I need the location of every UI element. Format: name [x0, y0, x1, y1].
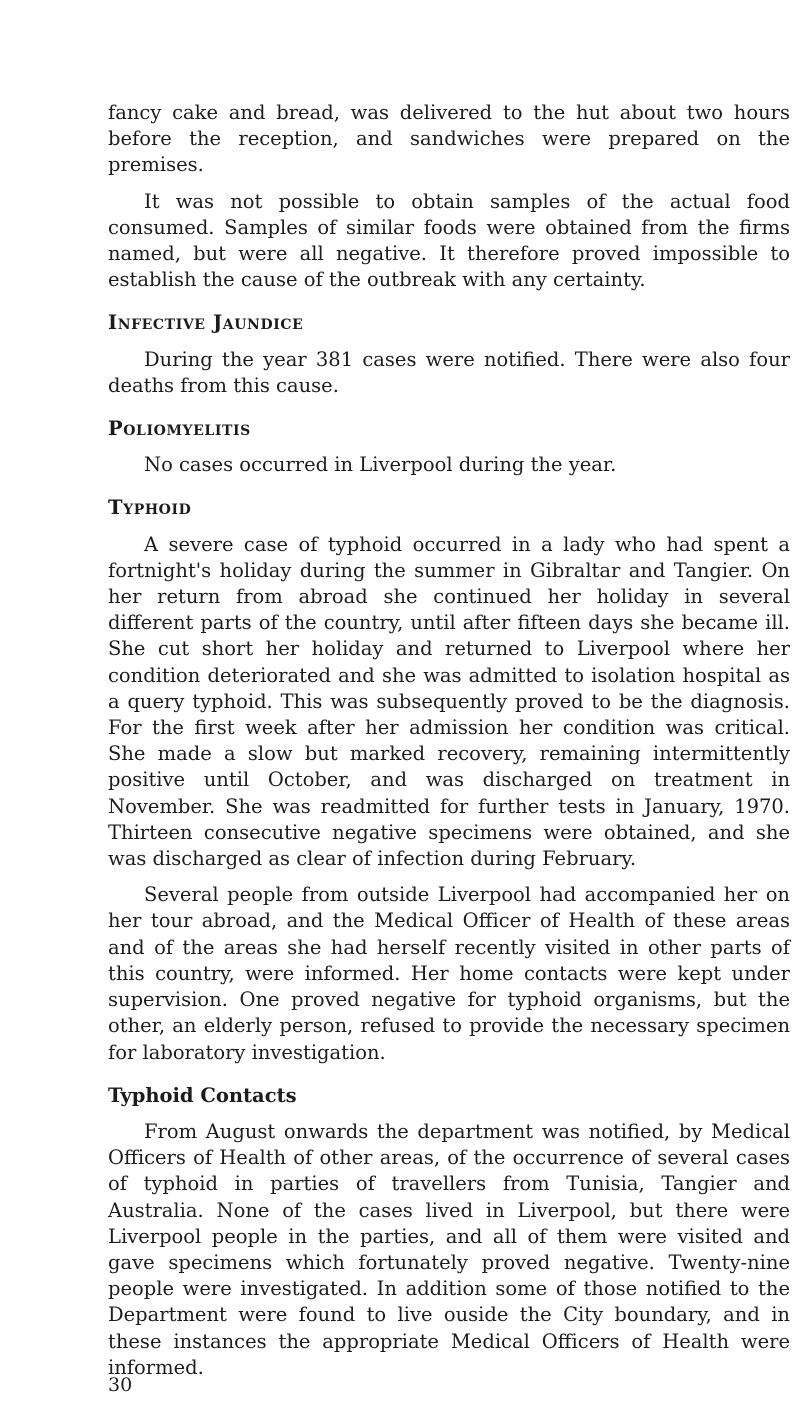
- section-heading-poliomyelitis: Poliomyelitis: [108, 417, 251, 441]
- typhoid-paragraph-1: A severe case of typhoid occurred in a lady who had spent a fortnight's holiday during the summer in Gibraltar and Tangier. On her return from abroad she continued her holiday in several different parts of the country, until after fifteen days she became ill. She cut short her holiday and returned to Liverpool where her condition deteriorated and she was admitted to isolation hospital as a query typhoid. This was subsequently proved to be the diagnosis. For the first week after her admission her condition was critical. She made a slow but marked recovery, remaining intermittently positive until October, and was discharged on treatment in November. She was readmitted for further tests in January, 1970. Thirteen consecutive negative specimens were obtained, and she was discharged as clear of infection during February.: [108, 532, 790, 871]
- typhoid-contacts-paragraph: From August onwards the department was notified, by Medical Officers of Health of other areas, of the occurrence of several cases of typhoid in parties of travellers from Tunisia, Tangier and Australia. None of the cases lived in Liverpool, but there were Liverpool people in the parties, and all of them were visited and gave specimens which fortunately proved negative. Twenty-nine people were investigated. In addition some of those notified to the Department were found to live ouside the City boundary, and in these instances the appropriate Medical Officers of Health were informed.: [108, 1119, 790, 1379]
- intro-paragraph-2: It was not possible to obtain samples of the actual food consumed. Samples of similar foods were obtained from the firms named, but were all negative. It therefore proved impossible to establish the cause of the outbreak with any certainty.: [108, 189, 790, 292]
- intro-paragraph-1: fancy cake and bread, was delivered to the hut about two hours before the reception, and sandwiches were prepared on the premises.: [108, 101, 790, 177]
- section-heading-typhoid-contacts: Typhoid Contacts: [108, 1083, 297, 1107]
- section-heading-typhoid: Typhoid: [108, 496, 192, 520]
- typhoid-paragraph-2: Several people from outside Liverpool had accompanied her on her tour abroad, and the Medical Officer of Health of these areas and of the areas she had herself recently visited in other parts of this country, were informed. Her home contacts were kept under supervision. One proved negative for typhoid organisms, but the other, an elderly person, refused to provide the necessary specimen for laboratory investigation.: [108, 883, 790, 1064]
- document-page: [108, 100, 790, 1381]
- page-number: 30: [108, 1374, 133, 1396]
- poliomyelitis-paragraph: No cases occurred in Liverpool during the year.: [144, 453, 617, 477]
- section-heading-infective-jaundice: Infective Jaundice: [108, 311, 304, 335]
- infective-jaundice-paragraph: During the year 381 cases were notified. There were also four deaths from this cause.: [108, 347, 790, 397]
